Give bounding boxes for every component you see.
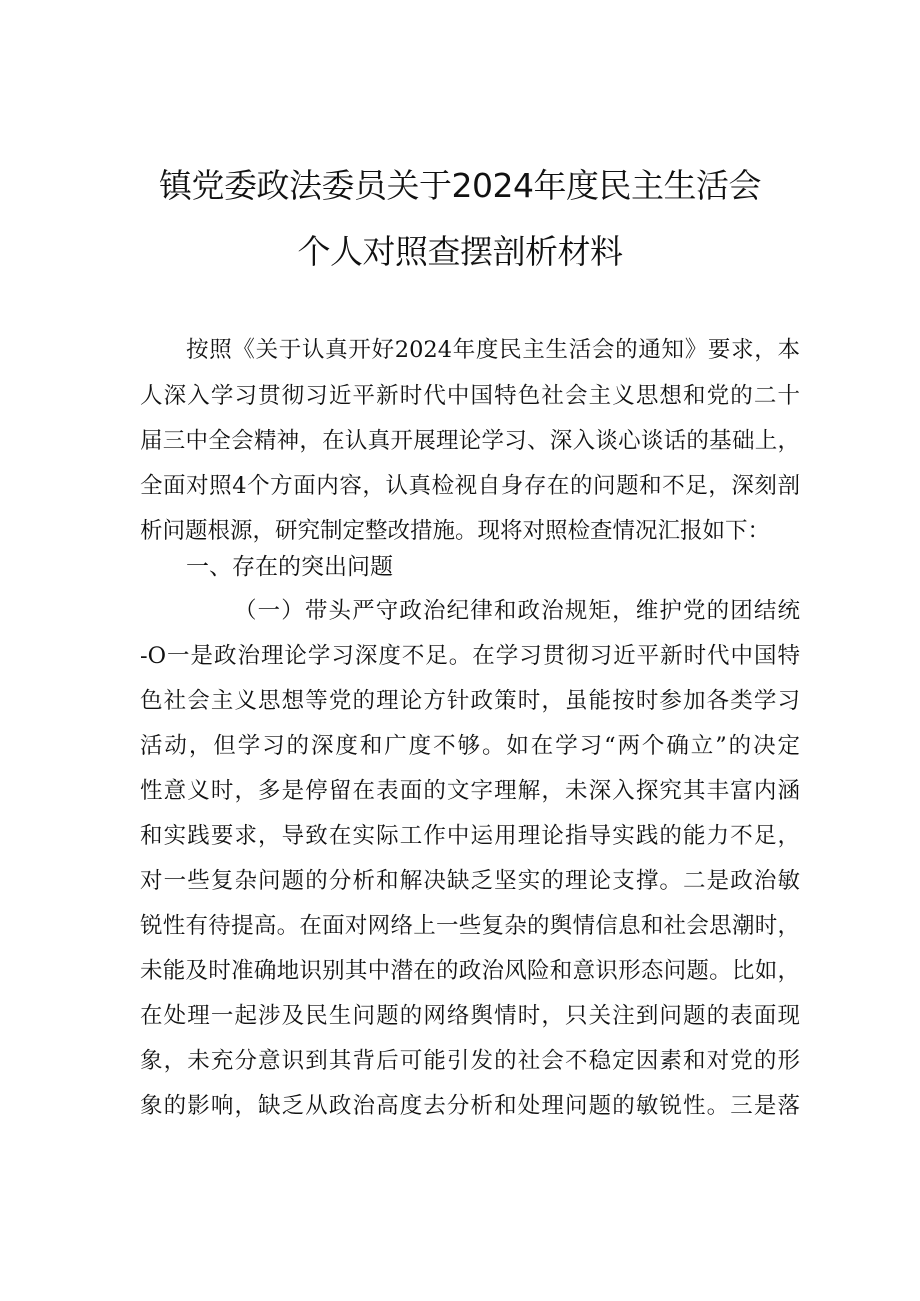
body-paragraph-line: 性意义时，多是停留在表面的文字理解，未深入探究其丰富内涵 — [140, 778, 800, 804]
document-title-line-1: 镇党委政法委员关于2024年度民主生活会 — [159, 166, 761, 205]
section-heading: 一、存在的突出问题 — [186, 554, 393, 580]
intro-paragraph-line: 届三中全会精神，在认真开展理论学习、深入谈心谈话的基础上， — [140, 428, 800, 454]
body-paragraph-line: （一）带头严守政治纪律和政治规矩，维护党的团结统 — [234, 598, 800, 624]
body-paragraph-line: 锐性有待提高。在面对网络上一些复杂的舆情信息和社会思潮时， — [140, 913, 800, 939]
intro-paragraph-line: 全面对照4个方面内容，认真检视自身存在的问题和不足，深刻剖 — [140, 473, 800, 499]
intro-paragraph-line: 按照《关于认真开好2024年度民主生活会的通知》要求，本 — [186, 337, 800, 363]
intro-paragraph-line: 析问题根源，研究制定整改措施。现将对照检查情况汇报如下： — [140, 518, 771, 544]
body-paragraph-line: 在处理一起涉及民生问题的网络舆情时，只关注到问题的表面现 — [140, 1003, 800, 1029]
body-paragraph-line: 未能及时准确地识别其中潜在的政治风险和意识形态问题。比如， — [140, 958, 800, 984]
body-paragraph-line: 活动，但学习的深度和广度不够。如在学习“两个确立”的决定 — [140, 733, 800, 759]
body-paragraph-line: 象的影响，缺乏从政治高度去分析和处理问题的敏锐性。三是落 — [140, 1093, 800, 1119]
body-paragraph-line: 象，未充分意识到其背后可能引发的社会不稳定因素和对党的形 — [140, 1048, 800, 1074]
body-paragraph-line: -O一是政治理论学习深度不足。在学习贯彻习近平新时代中国特 — [140, 643, 800, 669]
body-paragraph-line: 对一些复杂问题的分析和解决缺乏坚实的理论支撑。二是政治敏 — [140, 868, 800, 894]
intro-paragraph-line: 人深入学习贯彻习近平新时代中国特色社会主义思想和党的二十 — [140, 383, 800, 409]
document-title-line-2: 个人对照查摆剖析材料 — [297, 232, 623, 271]
body-paragraph-line: 色社会主义思想等党的理论方针政策时，虽能按时参加各类学习 — [140, 688, 800, 714]
body-paragraph-line: 和实践要求，导致在实际工作中运用理论指导实践的能力不足， — [140, 823, 800, 849]
